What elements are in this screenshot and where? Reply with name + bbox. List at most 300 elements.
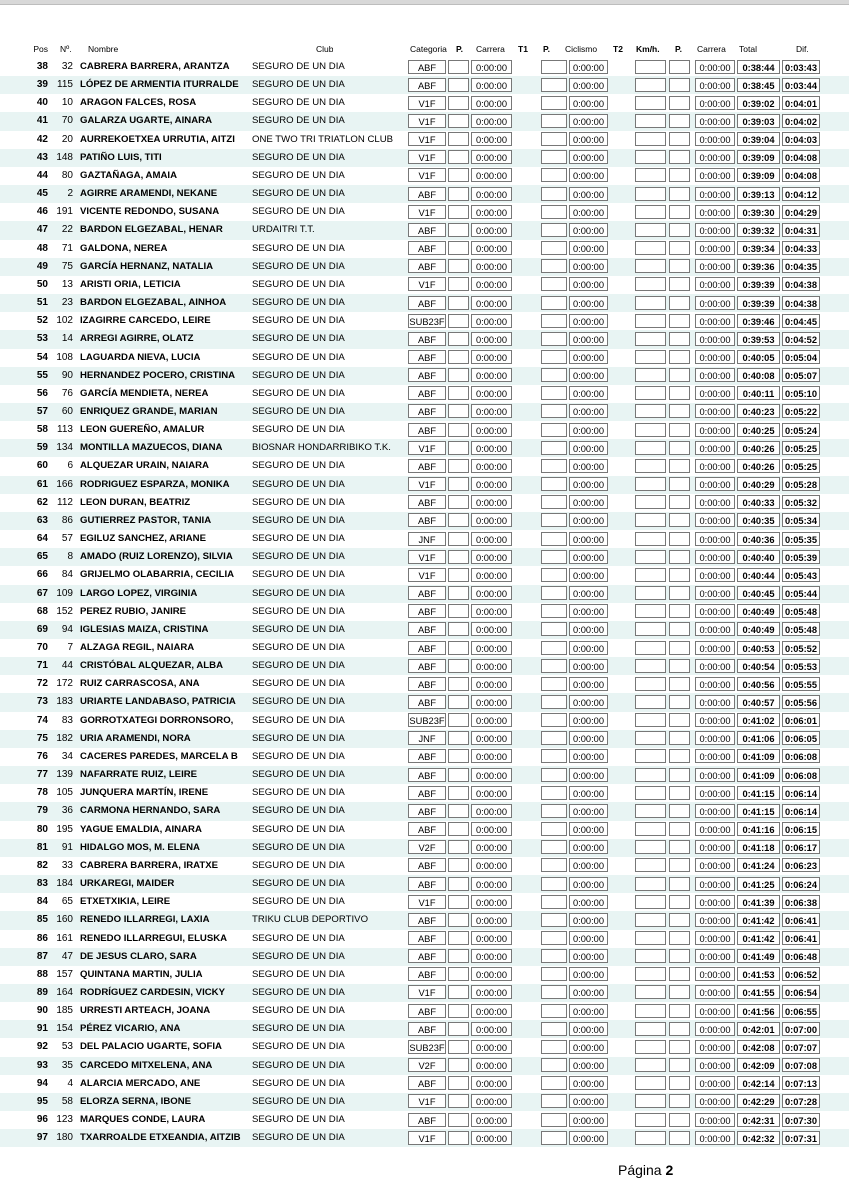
cell-run2: 0:00:00 <box>695 114 735 128</box>
cell-total: 0:40:08 <box>737 368 780 382</box>
cell-total: 0:40:05 <box>737 350 780 364</box>
cell-p1 <box>448 877 469 891</box>
cell-t1 <box>541 604 567 618</box>
cell-category: ABF <box>408 659 446 673</box>
cell-pos: 73 <box>36 696 48 708</box>
cell-total: 0:41:42 <box>737 913 780 927</box>
cell-p1 <box>448 931 469 945</box>
cell-diff: 0:05:43 <box>782 568 820 582</box>
cell-t1 <box>541 895 567 909</box>
cell-t1 <box>541 695 567 709</box>
cell-diff: 0:04:52 <box>782 332 820 346</box>
cell-pos: 64 <box>36 533 48 545</box>
cell-t1 <box>541 168 567 182</box>
cell-club: SEGURO DE UN DIA <box>252 986 345 998</box>
cell-category: JNF <box>408 731 446 745</box>
cell-bib-number: 108 <box>56 351 73 363</box>
cell-kmh <box>635 386 666 400</box>
cell-bib-number: 166 <box>56 478 73 490</box>
cell-run1: 0:00:00 <box>471 550 512 564</box>
cell-p1 <box>448 259 469 273</box>
cell-total: 0:41:09 <box>737 749 780 763</box>
cell-kmh <box>635 695 666 709</box>
cell-club: ONE TWO TRI TRIATLON CLUB <box>252 133 394 145</box>
cell-bib-number: 75 <box>61 260 73 272</box>
cell-t1 <box>541 1076 567 1090</box>
cell-p3 <box>669 314 690 328</box>
cell-club: SEGURO DE UN DIA <box>252 878 345 890</box>
cell-run2: 0:00:00 <box>695 96 735 110</box>
table-row <box>0 476 849 494</box>
cell-t1 <box>541 368 567 382</box>
cell-diff: 0:07:07 <box>782 1040 820 1054</box>
cell-club: SEGURO DE UN DIA <box>252 79 345 91</box>
cell-bike: 0:00:00 <box>569 568 608 582</box>
cell-kmh <box>635 150 666 164</box>
cell-total: 0:39:02 <box>737 96 780 110</box>
cell-t1 <box>541 477 567 491</box>
cell-club: SEGURO DE UN DIA <box>252 714 345 726</box>
cell-club: SEGURO DE UN DIA <box>252 1077 345 1089</box>
cell-p3 <box>669 713 690 727</box>
cell-p3 <box>669 477 690 491</box>
cell-bike: 0:00:00 <box>569 858 608 872</box>
header-club: Club <box>316 44 334 54</box>
cell-run1: 0:00:00 <box>471 913 512 927</box>
cell-bib-number: 2 <box>67 188 73 200</box>
cell-t1 <box>541 550 567 564</box>
cell-p3 <box>669 877 690 891</box>
cell-club: SEGURO DE UN DIA <box>252 950 345 962</box>
cell-run2: 0:00:00 <box>695 1022 735 1036</box>
cell-run1: 0:00:00 <box>471 749 512 763</box>
cell-p1 <box>448 713 469 727</box>
cell-kmh <box>635 205 666 219</box>
cell-run1: 0:00:00 <box>471 404 512 418</box>
cell-t1 <box>541 768 567 782</box>
cell-t1 <box>541 858 567 872</box>
cell-run1: 0:00:00 <box>471 513 512 527</box>
cell-t1 <box>541 1040 567 1054</box>
cell-p1 <box>448 187 469 201</box>
cell-club: SEGURO DE UN DIA <box>252 478 345 490</box>
cell-p3 <box>669 949 690 963</box>
cell-p1 <box>448 1022 469 1036</box>
cell-p3 <box>669 1094 690 1108</box>
cell-pos: 50 <box>36 278 48 290</box>
cell-total: 0:39:46 <box>737 314 780 328</box>
table-row <box>0 1093 849 1111</box>
cell-t1 <box>541 913 567 927</box>
cell-name: RUIZ CARRASCOSA, ANA <box>80 678 200 690</box>
cell-name: CARMONA HERNANDO, SARA <box>80 805 221 817</box>
cell-t1 <box>541 713 567 727</box>
cell-p3 <box>669 441 690 455</box>
cell-run1: 0:00:00 <box>471 1040 512 1054</box>
cell-t1 <box>541 1004 567 1018</box>
cell-name: LEON DURAN, BEATRIZ <box>80 496 191 508</box>
cell-club: BIOSNAR HONDARRIBIKO T.K. <box>252 442 391 454</box>
cell-category: ABF <box>408 495 446 509</box>
cell-kmh <box>635 132 666 146</box>
cell-run2: 0:00:00 <box>695 641 735 655</box>
cell-run2: 0:00:00 <box>695 441 735 455</box>
cell-kmh <box>635 713 666 727</box>
cell-p3 <box>669 895 690 909</box>
cell-pos: 74 <box>36 714 48 726</box>
cell-category: V1F <box>408 985 446 999</box>
cell-name: RODRÍGUEZ CARDESIN, VICKY <box>80 986 225 998</box>
cell-bike: 0:00:00 <box>569 659 608 673</box>
cell-diff: 0:05:56 <box>782 695 820 709</box>
cell-total: 0:42:32 <box>737 1131 780 1145</box>
cell-run1: 0:00:00 <box>471 786 512 800</box>
cell-diff: 0:06:17 <box>782 840 820 854</box>
table-row <box>0 984 849 1002</box>
cell-category: ABF <box>408 513 446 527</box>
cell-club: SEGURO DE UN DIA <box>252 1059 345 1071</box>
cell-kmh <box>635 277 666 291</box>
cell-total: 0:42:29 <box>737 1094 780 1108</box>
cell-p3 <box>669 513 690 527</box>
cell-total: 0:40:25 <box>737 423 780 437</box>
cell-kmh <box>635 423 666 437</box>
cell-club: SEGURO DE UN DIA <box>252 605 345 617</box>
cell-bib-number: 105 <box>56 787 73 799</box>
cell-name: LEON GUEREÑO, AMALUR <box>80 424 205 436</box>
cell-pos: 83 <box>36 878 48 890</box>
cell-name: AMADO (RUIZ LORENZO), SILVIA <box>80 551 233 563</box>
cell-run2: 0:00:00 <box>695 1058 735 1072</box>
cell-total: 0:39:36 <box>737 259 780 273</box>
cell-name: GORROTXATEGI DORRONSORO, <box>80 714 234 726</box>
cell-category: ABF <box>408 786 446 800</box>
cell-club: SEGURO DE UN DIA <box>252 315 345 327</box>
table-row <box>0 657 849 675</box>
cell-kmh <box>635 877 666 891</box>
header-run1: Carrera <box>476 44 505 54</box>
cell-bike: 0:00:00 <box>569 150 608 164</box>
cell-diff: 0:04:02 <box>782 114 820 128</box>
cell-run1: 0:00:00 <box>471 205 512 219</box>
cell-run2: 0:00:00 <box>695 731 735 745</box>
cell-run2: 0:00:00 <box>695 677 735 691</box>
cell-bike: 0:00:00 <box>569 1076 608 1090</box>
cell-t1 <box>541 132 567 146</box>
table-row <box>0 730 849 748</box>
cell-bike: 0:00:00 <box>569 132 608 146</box>
cell-diff: 0:05:25 <box>782 459 820 473</box>
cell-t1 <box>541 749 567 763</box>
cell-bib-number: 94 <box>61 623 73 635</box>
cell-kmh <box>635 404 666 418</box>
cell-name: GRIJELMO OLABARRIA, CECILIA <box>80 569 235 581</box>
cell-total: 0:41:24 <box>737 858 780 872</box>
cell-category: V1F <box>408 205 446 219</box>
cell-pos: 93 <box>36 1059 48 1071</box>
cell-kmh <box>635 931 666 945</box>
cell-run1: 0:00:00 <box>471 1004 512 1018</box>
cell-bib-number: 8 <box>67 551 73 563</box>
cell-p3 <box>669 1113 690 1127</box>
table-row <box>0 294 849 312</box>
cell-total: 0:41:02 <box>737 713 780 727</box>
cell-p1 <box>448 1094 469 1108</box>
cell-club: SEGURO DE UN DIA <box>252 369 345 381</box>
cell-club: SEGURO DE UN DIA <box>252 660 345 672</box>
cell-p3 <box>669 205 690 219</box>
cell-club: SEGURO DE UN DIA <box>252 169 345 181</box>
cell-bib-number: 33 <box>61 859 73 871</box>
cell-name: ENRIQUEZ GRANDE, MARIAN <box>80 405 218 417</box>
cell-pos: 97 <box>36 1132 48 1144</box>
cell-p3 <box>669 622 690 636</box>
cell-kmh <box>635 749 666 763</box>
cell-run2: 0:00:00 <box>695 477 735 491</box>
cell-run1: 0:00:00 <box>471 931 512 945</box>
cell-category: ABF <box>408 586 446 600</box>
cell-name: PEREZ RUBIO, JANIRE <box>80 605 187 617</box>
cell-bike: 0:00:00 <box>569 241 608 255</box>
cell-t1 <box>541 404 567 418</box>
cell-bib-number: 10 <box>61 97 73 109</box>
cell-kmh <box>635 895 666 909</box>
cell-diff: 0:05:52 <box>782 641 820 655</box>
cell-run2: 0:00:00 <box>695 822 735 836</box>
cell-p3 <box>669 967 690 981</box>
cell-category: JNF <box>408 532 446 546</box>
cell-p1 <box>448 967 469 981</box>
cell-bike: 0:00:00 <box>569 804 608 818</box>
cell-total: 0:39:09 <box>737 168 780 182</box>
cell-category: V1F <box>408 568 446 582</box>
cell-total: 0:39:39 <box>737 296 780 310</box>
cell-kmh <box>635 1131 666 1145</box>
cell-name: CABRERA BARRERA, ARANTZA <box>80 61 230 72</box>
cell-diff: 0:07:00 <box>782 1022 820 1036</box>
cell-diff: 0:06:01 <box>782 713 820 727</box>
cell-total: 0:40:29 <box>737 477 780 491</box>
cell-bike: 0:00:00 <box>569 168 608 182</box>
cell-category: V1F <box>408 168 446 182</box>
cell-club: SEGURO DE UN DIA <box>252 805 345 817</box>
cell-club: SEGURO DE UN DIA <box>252 896 345 908</box>
cell-p3 <box>669 985 690 999</box>
cell-diff: 0:07:13 <box>782 1076 820 1090</box>
table-row <box>0 1002 849 1020</box>
cell-club: URDAITRI T.T. <box>252 224 315 236</box>
cell-run2: 0:00:00 <box>695 350 735 364</box>
cell-p3 <box>669 459 690 473</box>
cell-category: SUB23F <box>408 314 446 328</box>
header-t1: T1 <box>518 44 528 54</box>
cell-bike: 0:00:00 <box>569 114 608 128</box>
cell-p3 <box>669 368 690 382</box>
cell-name: HERNANDEZ POCERO, CRISTINA <box>80 369 236 381</box>
cell-run1: 0:00:00 <box>471 967 512 981</box>
cell-p3 <box>669 168 690 182</box>
cell-bike: 0:00:00 <box>569 1094 608 1108</box>
cell-p3 <box>669 641 690 655</box>
table-row <box>0 675 849 693</box>
cell-pos: 94 <box>36 1077 48 1089</box>
table-row <box>0 149 849 167</box>
cell-run1: 0:00:00 <box>471 114 512 128</box>
table-row <box>0 1038 849 1056</box>
cell-total: 0:40:36 <box>737 532 780 546</box>
cell-run2: 0:00:00 <box>695 187 735 201</box>
cell-kmh <box>635 804 666 818</box>
cell-p1 <box>448 132 469 146</box>
table-row <box>0 712 849 730</box>
cell-pos: 62 <box>36 496 48 508</box>
page-label: Página <box>618 1162 662 1178</box>
cell-run2: 0:00:00 <box>695 1040 735 1054</box>
cell-total: 0:39:09 <box>737 150 780 164</box>
table-row <box>0 802 849 820</box>
cell-p3 <box>669 259 690 273</box>
cell-bib-number: 164 <box>56 986 73 998</box>
cell-kmh <box>635 840 666 854</box>
cell-bib-number: 65 <box>61 896 73 908</box>
cell-p3 <box>669 568 690 582</box>
cell-p3 <box>669 931 690 945</box>
cell-diff: 0:04:12 <box>782 187 820 201</box>
cell-category: ABF <box>408 967 446 981</box>
cell-category: V1F <box>408 96 446 110</box>
cell-kmh <box>635 314 666 328</box>
header-total: Total <box>739 44 757 54</box>
cell-category: V2F <box>408 840 446 854</box>
cell-pos: 42 <box>36 133 48 145</box>
cell-bib-number: 7 <box>67 642 73 653</box>
table-header <box>0 41 849 58</box>
cell-bike: 0:00:00 <box>569 441 608 455</box>
cell-p3 <box>669 1076 690 1090</box>
cell-total: 0:42:09 <box>737 1058 780 1072</box>
cell-p1 <box>448 96 469 110</box>
cell-t1 <box>541 332 567 346</box>
cell-name: ARISTI ORIA, LETICIA <box>80 278 181 290</box>
cell-bib-number: 36 <box>61 805 73 817</box>
cell-bike: 0:00:00 <box>569 386 608 400</box>
cell-pos: 70 <box>36 642 48 653</box>
cell-diff: 0:05:32 <box>782 495 820 509</box>
cell-total: 0:40:26 <box>737 441 780 455</box>
cell-p3 <box>669 749 690 763</box>
cell-p3 <box>669 1004 690 1018</box>
cell-kmh <box>635 822 666 836</box>
cell-category: ABF <box>408 1076 446 1090</box>
cell-total: 0:38:44 <box>737 60 780 74</box>
cell-p3 <box>669 804 690 818</box>
cell-p1 <box>448 296 469 310</box>
cell-category: ABF <box>408 78 446 92</box>
cell-bib-number: 34 <box>61 750 73 762</box>
table-row <box>0 58 849 76</box>
cell-pos: 91 <box>36 1023 48 1035</box>
cell-p1 <box>448 677 469 691</box>
cell-pos: 57 <box>36 405 48 417</box>
cell-run1: 0:00:00 <box>471 1022 512 1036</box>
cell-club: SEGURO DE UN DIA <box>252 678 345 690</box>
cell-bike: 0:00:00 <box>569 477 608 491</box>
cell-p3 <box>669 731 690 745</box>
cell-category: ABF <box>408 223 446 237</box>
cell-t1 <box>541 1113 567 1127</box>
cell-run2: 0:00:00 <box>695 695 735 709</box>
cell-kmh <box>635 60 666 74</box>
cell-total: 0:39:53 <box>737 332 780 346</box>
cell-bib-number: 91 <box>61 841 73 853</box>
cell-bike: 0:00:00 <box>569 459 608 473</box>
cell-run2: 0:00:00 <box>695 604 735 618</box>
cell-category: ABF <box>408 695 446 709</box>
cell-kmh <box>635 659 666 673</box>
cell-t1 <box>541 731 567 745</box>
cell-bib-number: 20 <box>61 133 73 145</box>
cell-category: SUB23F <box>408 1040 446 1054</box>
cell-p3 <box>669 78 690 92</box>
cell-run2: 0:00:00 <box>695 985 735 999</box>
cell-p1 <box>448 586 469 600</box>
cell-diff: 0:06:54 <box>782 985 820 999</box>
cell-diff: 0:05:10 <box>782 386 820 400</box>
cell-club: SEGURO DE UN DIA <box>252 514 345 526</box>
cell-p1 <box>448 1113 469 1127</box>
cell-t1 <box>541 96 567 110</box>
cell-club: SEGURO DE UN DIA <box>252 278 345 290</box>
cell-total: 0:42:08 <box>737 1040 780 1054</box>
cell-name: AURREKOETXEA URRUTIA, AITZI <box>80 133 235 145</box>
table-row <box>0 76 849 94</box>
cell-run2: 0:00:00 <box>695 314 735 328</box>
table-row <box>0 1111 849 1129</box>
cell-kmh <box>635 495 666 509</box>
cell-diff: 0:05:53 <box>782 659 820 673</box>
cell-t1 <box>541 114 567 128</box>
cell-club: SEGURO DE UN DIA <box>252 260 345 272</box>
cell-run1: 0:00:00 <box>471 1076 512 1090</box>
cell-p3 <box>669 223 690 237</box>
cell-run2: 0:00:00 <box>695 713 735 727</box>
cell-bike: 0:00:00 <box>569 604 608 618</box>
cell-name: DE JESUS CLARO, SARA <box>80 950 197 962</box>
cell-club: SEGURO DE UN DIA <box>252 587 345 599</box>
cell-run1: 0:00:00 <box>471 150 512 164</box>
cell-total: 0:39:04 <box>737 132 780 146</box>
cell-run1: 0:00:00 <box>471 314 512 328</box>
table-row <box>0 439 849 457</box>
cell-bib-number: 6 <box>67 460 73 472</box>
cell-category: ABF <box>408 1113 446 1127</box>
cell-pos: 96 <box>36 1114 48 1126</box>
cell-diff: 0:05:04 <box>782 350 820 364</box>
cell-p1 <box>448 695 469 709</box>
cell-category: ABF <box>408 858 446 872</box>
cell-p3 <box>669 241 690 255</box>
cell-run1: 0:00:00 <box>471 78 512 92</box>
cell-bike: 0:00:00 <box>569 586 608 600</box>
cell-bib-number: 35 <box>61 1059 73 1071</box>
cell-pos: 45 <box>36 188 48 200</box>
cell-category: ABF <box>408 677 446 691</box>
cell-run2: 0:00:00 <box>695 296 735 310</box>
cell-t1 <box>541 187 567 201</box>
cell-total: 0:40:23 <box>737 404 780 418</box>
header-category: Categoria <box>410 44 447 54</box>
cell-total: 0:40:45 <box>737 586 780 600</box>
